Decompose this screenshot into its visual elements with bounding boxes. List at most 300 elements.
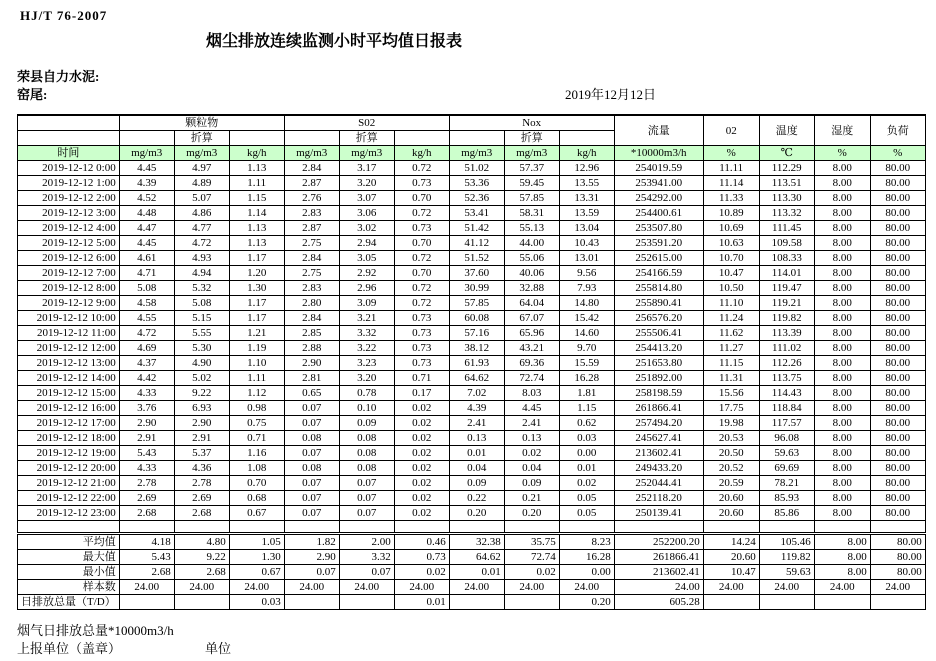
blank-cell [119, 521, 174, 534]
value-cell: 0.78 [339, 386, 394, 401]
blank-row [18, 521, 926, 534]
header-load: 负荷 [870, 115, 925, 146]
value-cell: 0.67 [229, 506, 284, 521]
value-cell: 8.00 [814, 206, 870, 221]
blank-cell [18, 521, 120, 534]
summary-value-cell: 0.02 [504, 565, 559, 580]
value-cell: 8.00 [814, 506, 870, 521]
header-units-row [18, 146, 926, 161]
summary-value-cell [703, 595, 759, 610]
table-row [18, 386, 926, 401]
table-row [18, 161, 926, 176]
header-group-particulate: 颗粒物 [119, 115, 284, 131]
blank-cell [174, 521, 229, 534]
value-cell: 3.20 [339, 371, 394, 386]
value-cell: 251653.80 [614, 356, 703, 371]
value-cell: 4.36 [174, 461, 229, 476]
summary-value-cell: 2.68 [174, 565, 229, 580]
summary-value-cell: 4.80 [174, 534, 229, 550]
value-cell: 4.42 [119, 371, 174, 386]
station-name: 窑尾: [17, 87, 48, 102]
table-row [18, 251, 926, 266]
value-cell: 0.04 [449, 461, 504, 476]
value-cell: 2.96 [339, 281, 394, 296]
value-cell: 80.00 [870, 401, 925, 416]
header-unit-cell: % [703, 146, 759, 161]
value-cell: 80.00 [870, 251, 925, 266]
value-cell: 252118.20 [614, 491, 703, 506]
summary-value-cell: 2.90 [284, 550, 339, 565]
value-cell: 0.07 [284, 506, 339, 521]
value-cell: 108.33 [759, 251, 814, 266]
value-cell: 4.72 [119, 326, 174, 341]
value-cell: 1.30 [229, 281, 284, 296]
value-cell: 0.07 [284, 401, 339, 416]
value-cell: 96.08 [759, 431, 814, 446]
value-cell: 0.08 [339, 446, 394, 461]
value-cell: 2.75 [284, 266, 339, 281]
time-cell: 2019-12-12 3:00 [18, 206, 120, 221]
value-cell: 111.02 [759, 341, 814, 356]
summary-value-cell: 16.28 [559, 550, 614, 565]
value-cell: 4.45 [504, 401, 559, 416]
header-humidity: 湿度 [814, 115, 870, 146]
header-unit-cell: mg/m3 [174, 146, 229, 161]
value-cell: 5.15 [174, 311, 229, 326]
value-cell: 4.58 [119, 296, 174, 311]
value-cell: 0.02 [394, 461, 449, 476]
value-cell: 2.91 [174, 431, 229, 446]
summary-value-cell: 605.28 [614, 595, 703, 610]
value-cell: 2.88 [284, 341, 339, 356]
value-cell: 0.75 [229, 416, 284, 431]
value-cell: 57.85 [449, 296, 504, 311]
value-cell: 5.55 [174, 326, 229, 341]
value-cell: 32.88 [504, 281, 559, 296]
value-cell: 1.10 [229, 356, 284, 371]
value-cell: 43.21 [504, 341, 559, 356]
header-unit-cell: ℃ [759, 146, 814, 161]
blank-cell [284, 521, 339, 534]
value-cell: 13.04 [559, 221, 614, 236]
summary-value-cell: 24.00 [119, 580, 174, 595]
value-cell: 113.30 [759, 191, 814, 206]
value-cell: 0.71 [229, 431, 284, 446]
value-cell: 60.08 [449, 311, 504, 326]
value-cell: 253507.80 [614, 221, 703, 236]
value-cell: 0.09 [449, 476, 504, 491]
value-cell: 0.02 [394, 491, 449, 506]
value-cell: 0.07 [284, 416, 339, 431]
value-cell: 11.14 [703, 176, 759, 191]
value-cell: 8.00 [814, 221, 870, 236]
value-cell: 3.02 [339, 221, 394, 236]
summary-value-cell: 213602.41 [614, 565, 703, 580]
value-cell: 59.45 [504, 176, 559, 191]
value-cell: 2.41 [449, 416, 504, 431]
value-cell: 2.90 [284, 356, 339, 371]
value-cell: 4.39 [119, 176, 174, 191]
value-cell: 1.08 [229, 461, 284, 476]
value-cell: 10.89 [703, 206, 759, 221]
table-row [18, 356, 926, 371]
value-cell: 0.68 [229, 491, 284, 506]
table-row [18, 266, 926, 281]
summary-value-cell: 1.05 [229, 534, 284, 550]
value-cell: 80.00 [870, 476, 925, 491]
summary-value-cell: 24.00 [870, 580, 925, 595]
value-cell: 0.07 [284, 446, 339, 461]
value-cell: 4.48 [119, 206, 174, 221]
value-cell: 11.24 [703, 311, 759, 326]
value-cell: 2.87 [284, 176, 339, 191]
time-cell: 2019-12-12 2:00 [18, 191, 120, 206]
table-row [18, 281, 926, 296]
company-name: 荣县自力水泥: [17, 69, 100, 84]
value-cell: 8.00 [814, 236, 870, 251]
value-cell: 10.43 [559, 236, 614, 251]
summary-value-cell [870, 595, 925, 610]
value-cell: 1.15 [229, 191, 284, 206]
value-cell: 3.05 [339, 251, 394, 266]
value-cell: 0.72 [394, 251, 449, 266]
value-cell: 8.00 [814, 476, 870, 491]
value-cell: 4.52 [119, 191, 174, 206]
value-cell: 4.94 [174, 266, 229, 281]
value-cell: 0.20 [449, 506, 504, 521]
value-cell: 80.00 [870, 221, 925, 236]
value-cell: 3.17 [339, 161, 394, 176]
value-cell: 80.00 [870, 311, 925, 326]
summary-value-cell: 24.00 [284, 580, 339, 595]
value-cell: 0.73 [394, 176, 449, 191]
value-cell: 0.72 [394, 281, 449, 296]
value-cell: 2.84 [284, 161, 339, 176]
time-cell: 2019-12-12 6:00 [18, 251, 120, 266]
value-cell: 15.42 [559, 311, 614, 326]
value-cell: 0.02 [394, 401, 449, 416]
value-cell: 4.33 [119, 461, 174, 476]
summary-value-cell: 119.82 [759, 550, 814, 565]
table-row [18, 476, 926, 491]
time-cell: 2019-12-12 13:00 [18, 356, 120, 371]
value-cell: 0.07 [339, 476, 394, 491]
value-cell: 55.06 [504, 251, 559, 266]
value-cell: 80.00 [870, 326, 925, 341]
value-cell: 3.20 [339, 176, 394, 191]
value-cell: 2.78 [119, 476, 174, 491]
value-cell: 17.75 [703, 401, 759, 416]
value-cell: 10.70 [703, 251, 759, 266]
value-cell: 2.92 [339, 266, 394, 281]
value-cell: 2.68 [174, 506, 229, 521]
value-cell: 55.13 [504, 221, 559, 236]
value-cell: 117.57 [759, 416, 814, 431]
value-cell: 20.53 [703, 431, 759, 446]
value-cell: 257494.20 [614, 416, 703, 431]
value-cell: 80.00 [870, 161, 925, 176]
value-cell: 109.58 [759, 236, 814, 251]
blank-cell [703, 521, 759, 534]
value-cell: 0.08 [284, 431, 339, 446]
value-cell: 8.00 [814, 311, 870, 326]
header-empty-cell [18, 115, 120, 131]
time-cell: 2019-12-12 20:00 [18, 461, 120, 476]
value-cell: 11.33 [703, 191, 759, 206]
value-cell: 0.05 [559, 491, 614, 506]
header-empty-cell [284, 131, 339, 146]
summary-value-cell: 0.00 [559, 565, 614, 580]
value-cell: 14.60 [559, 326, 614, 341]
value-cell: 1.12 [229, 386, 284, 401]
value-cell: 5.08 [174, 296, 229, 311]
value-cell: 2.91 [119, 431, 174, 446]
footer-flow-note: 烟气日排放总量*10000m3/h [17, 623, 174, 638]
value-cell: 15.56 [703, 386, 759, 401]
value-cell: 5.30 [174, 341, 229, 356]
value-cell: 5.02 [174, 371, 229, 386]
table-row [18, 446, 926, 461]
value-cell: 253591.20 [614, 236, 703, 251]
value-cell: 8.00 [814, 491, 870, 506]
value-cell: 113.32 [759, 206, 814, 221]
value-cell: 53.41 [449, 206, 504, 221]
summary-row [18, 595, 926, 610]
value-cell: 0.09 [339, 416, 394, 431]
data-table-wrapper [17, 114, 926, 610]
value-cell: 114.43 [759, 386, 814, 401]
value-cell: 0.13 [449, 431, 504, 446]
value-cell: 80.00 [870, 341, 925, 356]
value-cell: 0.73 [394, 341, 449, 356]
time-cell: 2019-12-12 21:00 [18, 476, 120, 491]
value-cell: 0.02 [559, 476, 614, 491]
value-cell: 5.08 [119, 281, 174, 296]
summary-value-cell: 35.75 [504, 534, 559, 550]
summary-value-cell: 24.00 [814, 580, 870, 595]
blank-cell [339, 521, 394, 534]
summary-value-cell: 32.38 [449, 534, 504, 550]
value-cell: 0.03 [559, 431, 614, 446]
value-cell: 2.81 [284, 371, 339, 386]
blank-cell [870, 521, 925, 534]
value-cell: 80.00 [870, 416, 925, 431]
value-cell: 80.00 [870, 206, 925, 221]
value-cell: 69.69 [759, 461, 814, 476]
summary-value-cell: 80.00 [870, 565, 925, 580]
value-cell: 4.45 [119, 161, 174, 176]
summary-value-cell: 0.07 [284, 565, 339, 580]
summary-value-cell: 0.03 [229, 595, 284, 610]
value-cell: 2.41 [504, 416, 559, 431]
value-cell: 20.59 [703, 476, 759, 491]
value-cell: 80.00 [870, 491, 925, 506]
time-cell: 2019-12-12 9:00 [18, 296, 120, 311]
value-cell: 80.00 [870, 176, 925, 191]
value-cell: 2.84 [284, 311, 339, 326]
value-cell: 8.00 [814, 341, 870, 356]
value-cell: 51.42 [449, 221, 504, 236]
summary-value-cell [174, 595, 229, 610]
table-row [18, 461, 926, 476]
summary-value-cell: 24.00 [449, 580, 504, 595]
value-cell: 2.69 [174, 491, 229, 506]
time-cell: 2019-12-12 0:00 [18, 161, 120, 176]
summary-value-cell: 105.46 [759, 534, 814, 550]
value-cell: 20.60 [703, 506, 759, 521]
value-cell: 2.83 [284, 206, 339, 221]
header-unit-cell: kg/h [559, 146, 614, 161]
header-empty-cell [559, 131, 614, 146]
value-cell: 78.21 [759, 476, 814, 491]
value-cell: 2.75 [284, 236, 339, 251]
value-cell: 1.19 [229, 341, 284, 356]
time-cell: 2019-12-12 23:00 [18, 506, 120, 521]
value-cell: 65.96 [504, 326, 559, 341]
summary-value-cell: 261866.41 [614, 550, 703, 565]
value-cell: 2.84 [284, 251, 339, 266]
value-cell: 255890.41 [614, 296, 703, 311]
value-cell: 11.10 [703, 296, 759, 311]
value-cell: 113.39 [759, 326, 814, 341]
value-cell: 4.45 [119, 236, 174, 251]
summary-value-cell: 2.68 [119, 565, 174, 580]
time-cell: 2019-12-12 8:00 [18, 281, 120, 296]
value-cell: 8.00 [814, 371, 870, 386]
value-cell: 8.00 [814, 446, 870, 461]
header-unit-cell: *10000m3/h [614, 146, 703, 161]
value-cell: 0.01 [449, 446, 504, 461]
value-cell: 0.08 [339, 431, 394, 446]
footer-unit: 单位 [205, 641, 232, 656]
time-cell: 2019-12-12 22:00 [18, 491, 120, 506]
value-cell: 8.00 [814, 191, 870, 206]
value-cell: 249433.20 [614, 461, 703, 476]
value-cell: 255814.80 [614, 281, 703, 296]
summary-value-cell: 4.18 [119, 534, 174, 550]
value-cell: 1.13 [229, 236, 284, 251]
value-cell: 5.43 [119, 446, 174, 461]
table-row [18, 431, 926, 446]
header-converted-particulate: 折算 [174, 131, 229, 146]
value-cell: 0.13 [504, 431, 559, 446]
value-cell: 0.00 [559, 446, 614, 461]
summary-value-cell: 8.00 [814, 550, 870, 565]
summary-value-cell: 1.30 [229, 550, 284, 565]
value-cell: 11.62 [703, 326, 759, 341]
summary-value-cell [284, 595, 339, 610]
value-cell: 0.73 [394, 326, 449, 341]
value-cell: 5.37 [174, 446, 229, 461]
value-cell: 13.31 [559, 191, 614, 206]
value-cell: 67.07 [504, 311, 559, 326]
page-title: 烟尘排放连续监测小时平均值日报表 [206, 33, 463, 50]
value-cell: 0.10 [339, 401, 394, 416]
value-cell: 112.26 [759, 356, 814, 371]
header-converted-so2: 折算 [339, 131, 394, 146]
value-cell: 57.16 [449, 326, 504, 341]
value-cell: 20.50 [703, 446, 759, 461]
header-empty-cell [229, 131, 284, 146]
value-cell: 4.61 [119, 251, 174, 266]
time-cell: 2019-12-12 16:00 [18, 401, 120, 416]
value-cell: 3.22 [339, 341, 394, 356]
value-cell: 0.72 [394, 296, 449, 311]
value-cell: 0.73 [394, 356, 449, 371]
summary-value-cell: 3.32 [339, 550, 394, 565]
value-cell: 4.55 [119, 311, 174, 326]
summary-value-cell: 0.73 [394, 550, 449, 565]
value-cell: 8.00 [814, 356, 870, 371]
summary-value-cell: 2.00 [339, 534, 394, 550]
header-group-row [18, 115, 926, 131]
summary-value-cell: 0.01 [449, 565, 504, 580]
value-cell: 0.62 [559, 416, 614, 431]
value-cell: 59.63 [759, 446, 814, 461]
value-cell: 1.17 [229, 251, 284, 266]
value-cell: 2.80 [284, 296, 339, 311]
table-row [18, 371, 926, 386]
data-table [17, 114, 926, 610]
value-cell: 80.00 [870, 386, 925, 401]
header-group-so2: S02 [284, 115, 449, 131]
time-cell: 2019-12-12 4:00 [18, 221, 120, 236]
value-cell: 10.69 [703, 221, 759, 236]
value-cell: 0.02 [504, 446, 559, 461]
value-cell: 0.70 [229, 476, 284, 491]
value-cell: 80.00 [870, 281, 925, 296]
value-cell: 0.70 [394, 191, 449, 206]
value-cell: 2.69 [119, 491, 174, 506]
summary-value-cell [449, 595, 504, 610]
summary-value-cell [504, 595, 559, 610]
summary-value-cell: 0.02 [394, 565, 449, 580]
value-cell: 0.21 [504, 491, 559, 506]
table-row [18, 176, 926, 191]
value-cell: 80.00 [870, 296, 925, 311]
time-cell: 2019-12-12 10:00 [18, 311, 120, 326]
value-cell: 0.73 [394, 311, 449, 326]
blank-cell [759, 521, 814, 534]
value-cell: 2.90 [119, 416, 174, 431]
value-cell: 119.47 [759, 281, 814, 296]
summary-value-cell: 8.00 [814, 534, 870, 550]
value-cell: 11.15 [703, 356, 759, 371]
value-cell: 8.03 [504, 386, 559, 401]
blank-cell [814, 521, 870, 534]
table-row [18, 221, 926, 236]
summary-value-cell: 20.60 [703, 550, 759, 565]
header-empty-cell [449, 131, 504, 146]
blank-cell [504, 521, 559, 534]
time-cell: 2019-12-12 1:00 [18, 176, 120, 191]
value-cell: 0.02 [394, 431, 449, 446]
value-cell: 12.96 [559, 161, 614, 176]
value-cell: 8.00 [814, 461, 870, 476]
time-cell: 2019-12-12 7:00 [18, 266, 120, 281]
value-cell: 16.28 [559, 371, 614, 386]
table-row [18, 236, 926, 251]
value-cell: 80.00 [870, 371, 925, 386]
value-cell: 38.12 [449, 341, 504, 356]
value-cell: 4.97 [174, 161, 229, 176]
summary-value-cell: 10.47 [703, 565, 759, 580]
value-cell: 9.22 [174, 386, 229, 401]
value-cell: 4.93 [174, 251, 229, 266]
value-cell: 72.74 [504, 371, 559, 386]
value-cell: 4.77 [174, 221, 229, 236]
value-cell: 254292.00 [614, 191, 703, 206]
